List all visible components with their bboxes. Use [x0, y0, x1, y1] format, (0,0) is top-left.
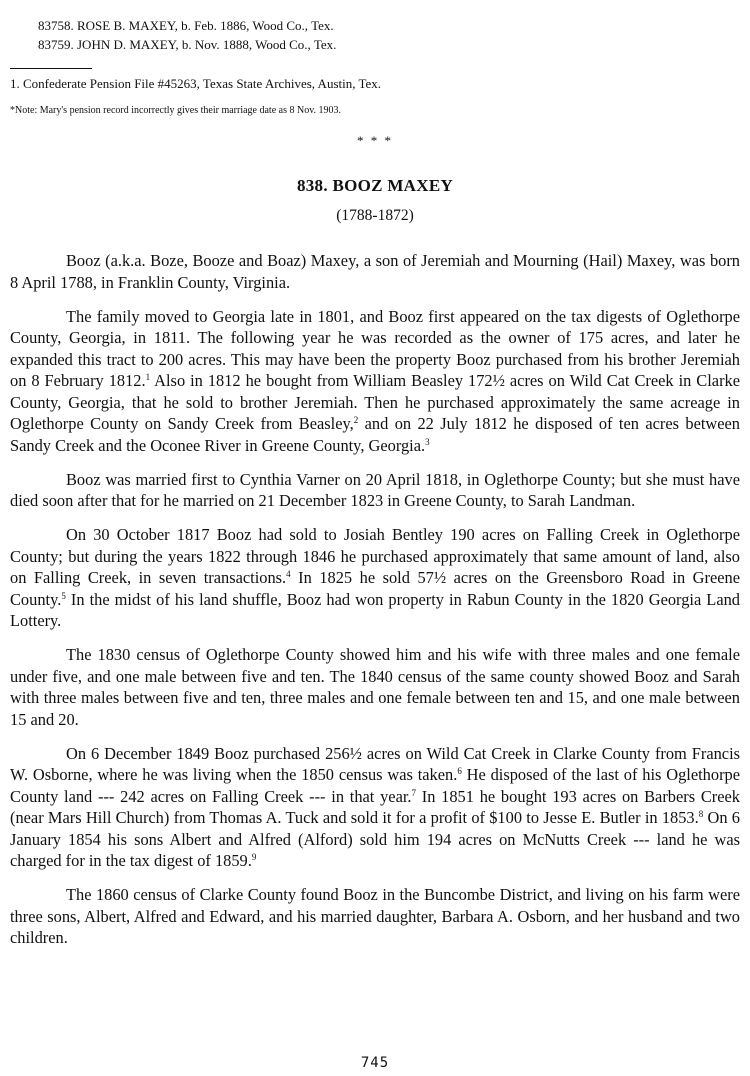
footnote-ref: 7: [411, 787, 416, 798]
child-entry-83758: 83758. ROSE B. MAXEY, b. Feb. 1886, Wood Co., Tex.: [38, 18, 334, 33]
paragraph-text: The 1860 census of Clarke County found Booz in the Buncombe District, and living on his farm were three sons, Albert, Alfred and Edward, and his married daughter, Barbara A. Osborn, and her husband and two children.: [10, 885, 740, 947]
paragraph-text: On 6 December 1849 Booz purchased 256½ acres on Wild Cat Creek in Clarke County from Francis W. Osborne, where he was living when the 1850 census was taken.: [10, 743, 740, 784]
footnote-1: 1. Confederate Pension File #45263, Texas State Archives, Austin, Tex.: [10, 76, 382, 91]
footnote-ref: 3: [425, 436, 430, 447]
section-separator: * * *: [357, 133, 393, 148]
paragraph-1849: [10, 743, 740, 872]
section-dates: (1788-1872): [336, 207, 414, 224]
paragraph-text: The family moved to Georgia late in 1801, and Booz first appeared on the tax digests of Oglethorpe County, Georgia, in 1811. The following year he was recorded as the owner of 175 acres, and later he expanded this tract to 200 acres. This may have been the property Booz purchased from his brother Jeremiah on 8 February 1812.: [10, 306, 740, 390]
paragraph-census-1860: [10, 884, 740, 949]
footnote-ref: 6: [457, 766, 462, 776]
footnote-ref: 4: [286, 569, 291, 579]
paragraph-text: On 30 October 1817 Booz had sold to Josiah Bentley 190 acres on Falling Creek in Oglethorpe County; but during the years 1822 through 1846 he purchased approximately that same amount of land, also on Falling Creek, in seven transactions.: [10, 525, 740, 587]
child-entry-83759: 83759. JOHN D. MAXEY, b. Nov. 1888, Wood Co., Tex.: [38, 37, 337, 52]
paragraph-census-1830: [10, 644, 740, 730]
paragraph-text: In 1825 he sold 57½ acres on the Greensboro Road in Greene County.: [10, 568, 740, 609]
footnote-ref: 2: [353, 415, 359, 425]
paragraph-text: The 1830 census of Oglethorpe County showed him and his wife with three males and one female under five, and one male between five and ten. The 1840 census of the same county showed Booz and Sarah with three males between five and ten, three males and one female between ten and 15, and one male between 15 and 20.: [10, 645, 740, 729]
page-number: 745: [360, 1055, 390, 1071]
paragraph-text: and on 22 July 1812 he disposed of ten acres between Sandy Creek and the Oconee River in Greene County, Georgia.: [10, 414, 740, 455]
section-title: 838. BOOZ MAXEY: [296, 176, 454, 195]
paragraph-text: Also in 1812 he bought from William Beasley 172½ acres on Wild Cat Creek in Clarke County, Georgia, that he sold to brother Jeremiah. Then he purchased approximately the same acreage in Oglethorpe County on Sandy Creek from Beasley,: [10, 371, 740, 433]
paragraph-text: Booz was married first to Cynthia Varner on 20 April 1818, in Oglethorpe County; but she must have died soon after that for he married on 21 December 1823 in Greene County, to Sarah Landman.: [10, 469, 740, 510]
paragraph-text: He disposed of the last of his Oglethorpe County land --- 242 acres on Falling Creek --- in that year.: [10, 765, 740, 806]
paragraph-marriage: [10, 469, 740, 512]
footnote-ref: 9: [251, 852, 257, 862]
body-text: [10, 250, 740, 961]
footnote-rule: [10, 68, 92, 69]
footnote-ref: 5: [61, 590, 66, 601]
paragraph-text: Booz (a.k.a. Boze, Booze and Boaz) Maxey, a son of Jeremiah and Mourning (Hail) Maxey, was born 8 April 1788, in Franklin County, Virginia.: [10, 251, 740, 292]
paragraph-text: On 6 January 1854 his sons Albert and Alfred (Alford) sold him 194 acres on McNutts Creek --- land he was charged for in the tax digest of 1859.: [10, 808, 740, 870]
footnote-ref: 8: [698, 809, 704, 819]
footnote-ref: 1: [145, 372, 151, 382]
paragraph-text: In the midst of his land shuffle, Booz had won property in Rabun County in the 1820 Georgia Land Lottery.: [10, 589, 740, 630]
paragraph-birth: [10, 250, 740, 293]
paragraph-land: [10, 524, 740, 632]
footnote-note: *Note: Mary's pension record incorrectly gives their marriage date as 8 Nov. 1903.: [10, 105, 342, 116]
paragraph-text: In 1851 he bought 193 acres on Barbers Creek (near Mars Hill Church) from Thomas A. Tuck and sold it for a profit of $100 to Jesse E. Butler in 1853.: [10, 786, 740, 827]
paragraph-georgia: [10, 306, 740, 457]
